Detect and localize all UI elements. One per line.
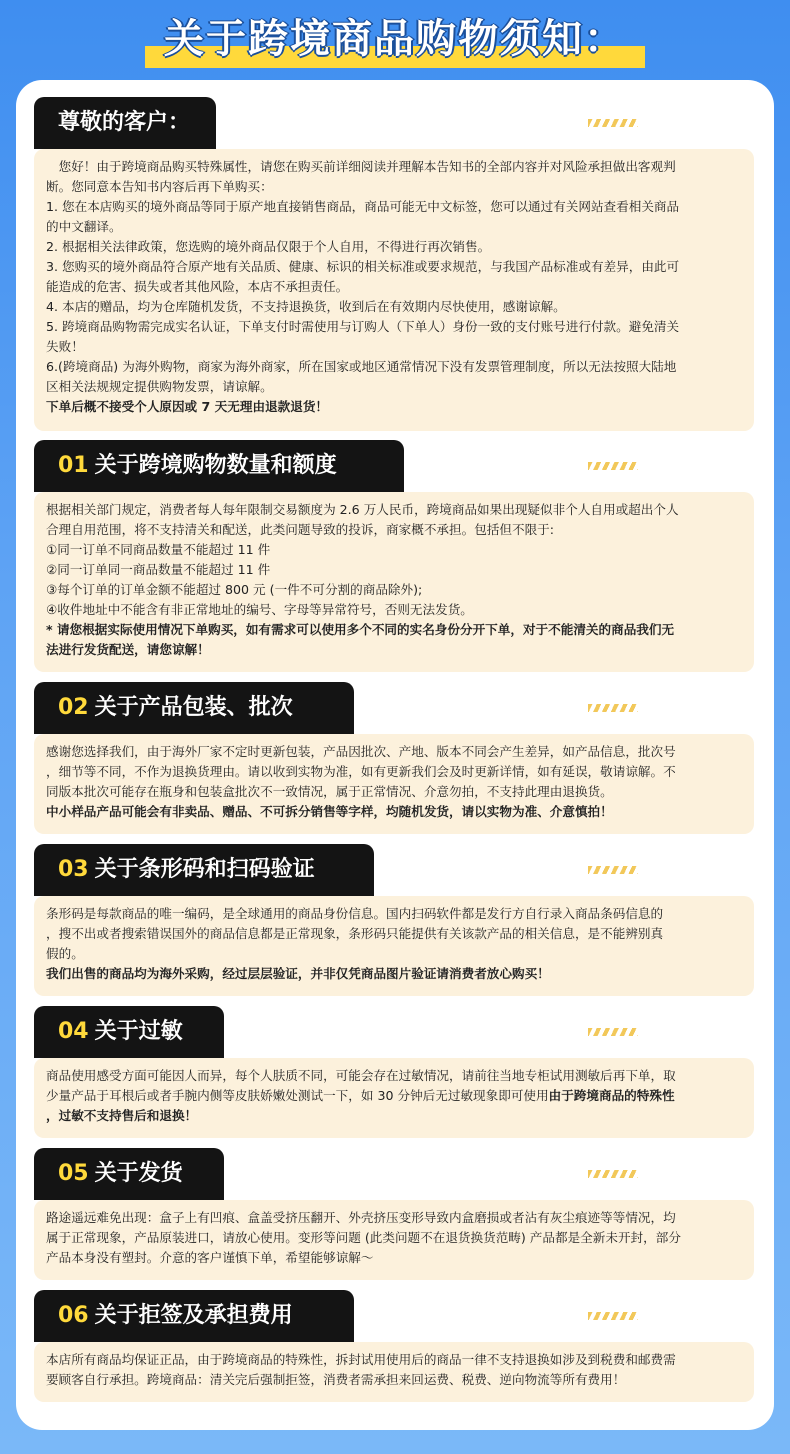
bold-notice: 下单后概不接受个人原因或 7 天无理由退款退货！ [46,399,329,414]
body-line [46,1086,744,1106]
stripe-decoration [588,119,638,127]
body-line: 6.(跨境商品) 为海外购物，商家为海外商家，所在国家或地区通常情况下没有发票管理制度，所以无法按照大陆地 [46,359,677,374]
section-number: 05 [58,1161,89,1186]
body-line: 本店所有商品均保证正品，由于跨境商品的特殊性，拆封试用使用后的商品一律不支持退换如涉及到税费和邮费需 [46,1352,676,1367]
bold-inline-notice: 由于跨境商品的特殊性 [548,1088,675,1103]
body-line-text: 少量产品于耳根后或者手腕内侧等皮肤娇嫩处测试一下，如 30 分钟后无过敏现象即可使用 [46,1088,549,1103]
body-line: 能造成的危害、损失或者其他风险，本店不承担责任。 [46,279,349,294]
section-03 [34,844,754,996]
body-line: ④收件地址中不能含有非正常地址的编号、字母等异常符号，否则无法发货。 [46,602,473,617]
section-number: 03 [58,857,89,882]
stripe-decoration [588,1312,638,1320]
stripe-decoration [588,1170,638,1178]
section-02 [34,682,754,834]
bold-notice: 中小样品产品可能会有非卖品、赠品、不可拆分销售等字样，均随机发货，请以实物为准、介意慎拍！ [46,804,613,819]
section-06 [34,1290,754,1402]
section-number: 04 [58,1019,89,1044]
section-body [34,1200,754,1280]
bold-notice: ，过敏不支持售后和退换！ [46,1108,198,1123]
body-line: 5. 跨境商品购物需完成实名认证，下单支付时需使用与订购人（下单人）身份一致的支付账号进行付款。避免清关 [46,319,680,334]
body-line: 产品本身没有塑封。介意的客户谨慎下单，希望能够谅解～ [46,1250,374,1265]
bold-notice: 我们出售的商品均为海外采购，经过层层验证，并非仅凭商品图片验证请消费者放心购买！ [46,966,550,981]
stripe-decoration [588,866,638,874]
body-line: ③每个订单的订单金额不能超过 800 元 (一件不可分割的商品除外); [46,582,423,597]
stripe-decoration [588,462,638,470]
section-title: 尊敬的客户： [58,110,191,135]
body-line: 区相关法规规定提供购物发票，请谅解。 [46,379,273,394]
section-header [34,682,354,734]
section-body [34,149,754,431]
body-line: 属于正常现象，产品原装进口，请放心使用。变形等问题 (此类问题不在退货换货范畴) 产品都是全新未开封，部分 [46,1230,681,1245]
page-title-text: 关于跨境商品购物须知： [164,16,626,62]
section-number: 02 [58,695,89,720]
section-body [34,1342,754,1402]
body-line: 4. 本店的赠品，均为仓库随机发货，不支持退换货，收到后在有效期内尽快使用，感谢谅解。 [46,299,566,314]
section-number: 01 [58,453,89,478]
section-01 [34,440,754,672]
section-title: 关于过敏 [94,1019,183,1044]
body-line: 路途遥远难免出现：盒子上有凹痕、盒盖受挤压翻开、外壳挤压变形导致内盒磨损或者沾有灰尘痕迹等等情况，均 [46,1210,676,1225]
body-line: 感谢您选择我们，由于海外厂家不定时更新包装，产品因批次、产地、版本不同会产生差异，如产品信息，批次号 [46,744,676,759]
section-title: 关于拒签及承担费用 [94,1303,293,1328]
section-number: 06 [58,1303,89,1328]
section-title: 关于跨境购物数量和额度 [94,453,337,478]
section-header [34,1148,224,1200]
body-line: 条形码是每款商品的唯一编码，是全球通用的商品身份信息。国内扫码软件都是发行方自行录入商品条码信息的 [46,906,664,921]
page-title [0,6,790,72]
body-line: ②同一订单同一商品数量不能超过 11 件 [46,562,271,577]
body-line: 要顾客自行承担。跨境商品：清关完后强制拒签，消费者需承担来回运费、税费、逆向物流等所有费用！ [46,1372,626,1387]
body-line: 同版本批次可能存在瓶身和包装盒批次不一致情况，属于正常情况、介意勿拍，不支持此理由退换货。 [46,784,613,799]
stripe-decoration [588,704,638,712]
section-header [34,97,216,149]
body-line: ，搜不出或者搜索错误国外的商品信息都是正常现象，条形码只能提供有关该款产品的相关信息，是不能辨别真 [46,926,664,941]
body-line: 的中文翻译。 [46,219,122,234]
section-title: 关于发货 [94,1161,183,1186]
section-05 [34,1148,754,1280]
body-line: 根据相关部门规定，消费者每人每年限制交易额度为 2.6 万人民币，跨境商品如果出现疑似非个人自用或超出个人 [46,502,679,517]
section-header [34,1290,354,1342]
body-line: 您好！由于跨境商品购买特殊属性，请您在购买前详细阅读并理解本告知书的全部内容并对风险承担做出客观判 [46,159,676,174]
section-body [34,734,754,834]
section-body [34,1058,754,1138]
body-line: 3. 您购买的境外商品符合原产地有关品质、健康、标识的相关标准或要求规范，与我国产品标准或有差异，由此可 [46,259,680,274]
stripe-decoration [588,1028,638,1036]
body-line: 合理自用范围，将不支持清关和配送，此类问题导致的投诉，商家概不承担。包括但不限于: [46,522,554,537]
section-header [34,440,404,492]
body-line: 断。您同意本告知书内容后再下单购买： [46,179,273,194]
body-line: 1. 您在本店购买的境外商品等同于原产地直接销售商品，商品可能无中文标签，您可以通过有关网站查看相关商品 [46,199,680,214]
body-line: ，细节等不同，不作为退换货理由。请以收到实物为准，如有更新我们会及时更新详情，如有延误，敬请谅解。不 [46,764,676,779]
body-line: 失败！ [46,339,84,354]
bold-notice: * 请您根据实际使用情况下单购买，如有需求可以使用多个不同的实名身份分开下单，对于不能清关的商品我们无 [46,622,675,637]
body-line: 假的。 [46,946,84,961]
section-body [34,492,754,672]
body-line: 2. 根据相关法律政策，您选购的境外商品仅限于个人自用，不得进行再次销售。 [46,239,491,254]
body-line: 商品使用感受方面可能因人而异，每个人肤质不同，可能会存在过敏情况，请前往当地专柜试用测敏后再下单，取 [46,1068,676,1083]
section-title: 关于产品包装、批次 [94,695,293,720]
section-body [34,896,754,996]
body-line: ①同一订单不同商品数量不能超过 11 件 [46,542,271,557]
section-header [34,844,374,896]
section-header [34,1006,224,1058]
bold-notice: 法进行发货配送，请您谅解！ [46,642,210,657]
section-title: 关于条形码和扫码验证 [94,857,315,882]
section-intro [34,97,754,431]
section-04 [34,1006,754,1138]
